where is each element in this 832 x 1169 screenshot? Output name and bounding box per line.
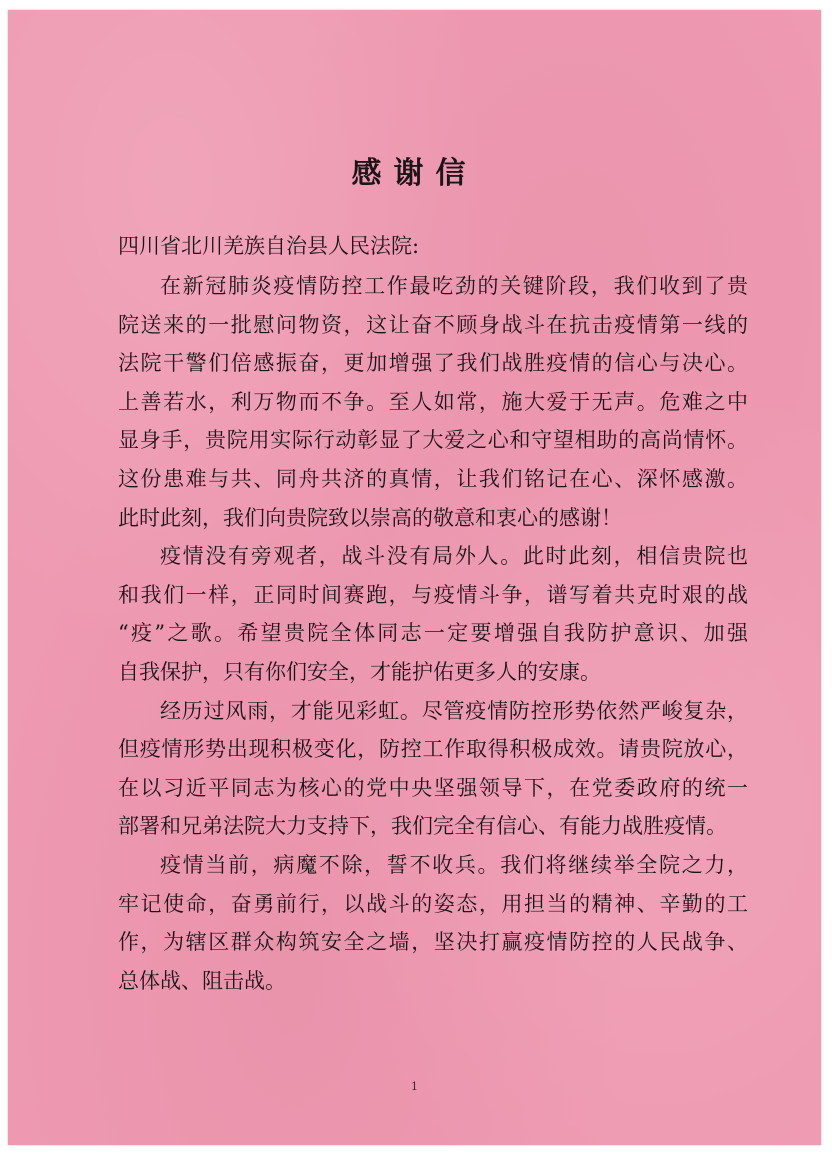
text-line: 经历过风雨，才能见彩虹。尽管疫情防控形势依然严峻复杂， — [160, 698, 748, 723]
text-line: 法院干警们倍感振奋，更加增强了我们战胜疫情的信心与决心。 — [118, 351, 748, 376]
letter-title: 感谢信 — [351, 156, 478, 191]
paragraph-2 — [118, 537, 748, 691]
text-line: “疫”之歌。希望贵院全体同志一定要增强自我防护意识、加强 — [118, 621, 748, 646]
text-line: 和我们一样，正同时间赛跑，与疫情斗争，谱写着共克时艰的战 — [118, 582, 748, 607]
text-line: 这份患难与共、同舟共济的真情，让我们铭记在心、深怀感激。 — [118, 466, 748, 491]
text-line: 总体战、阻击战。 — [118, 968, 286, 993]
text-line: 牢记使命，奋勇前行，以战斗的姿态，用担当的精神、辛勤的工 — [118, 891, 748, 916]
text-line: 疫情当前，病魔不除，誓不收兵。我们将继续举全院之力， — [160, 852, 748, 877]
letter-sheet — [8, 10, 821, 1145]
text-line: 部署和兄弟法院大力支持下，我们完全有信心、有能力战胜疫情。 — [118, 814, 727, 839]
text-line: 在以习近平同志为核心的党中央坚强领导下，在党委政府的统一 — [118, 775, 748, 800]
letter-body — [118, 267, 748, 1000]
page-number: 1 — [411, 1080, 418, 1093]
text-line: 在新冠肺炎疫情防控工作最吃劲的关键阶段，我们收到了贵 — [160, 274, 748, 298]
text-line: 作，为辖区群众构筑安全之墙，坚决打赢疫情防控的人民战争、 — [118, 930, 748, 955]
text-line: 但疫情形势出现积极变化，防控工作取得积极成效。请贵院放心， — [118, 737, 748, 762]
paragraph-1 — [118, 267, 748, 537]
salutation: 四川省北川羌族自治县人民法院: — [118, 234, 420, 258]
paragraph-3 — [118, 692, 748, 846]
text-line: 疫情没有旁观者，战斗没有局外人。此时此刻，相信贵院也 — [160, 544, 748, 569]
text-line: 上善若水，利万物而不争。至人如常，施大爱于无声。危难之中 — [118, 389, 748, 414]
text-line: 显身手，贵院用实际行动彰显了大爱之心和守望相助的高尚情怀。 — [118, 428, 748, 453]
text-line: 院送来的一批慰问物资，这让奋不顾身战斗在抗击疫情第一线的 — [118, 312, 748, 337]
paragraph-4 — [118, 846, 748, 1000]
text-line: 自我保护，只有你们安全，才能护佑更多人的安康。 — [118, 659, 601, 684]
text-line: 此时此刻，我们向贵院致以崇高的敬意和衷心的感谢！ — [118, 505, 622, 530]
